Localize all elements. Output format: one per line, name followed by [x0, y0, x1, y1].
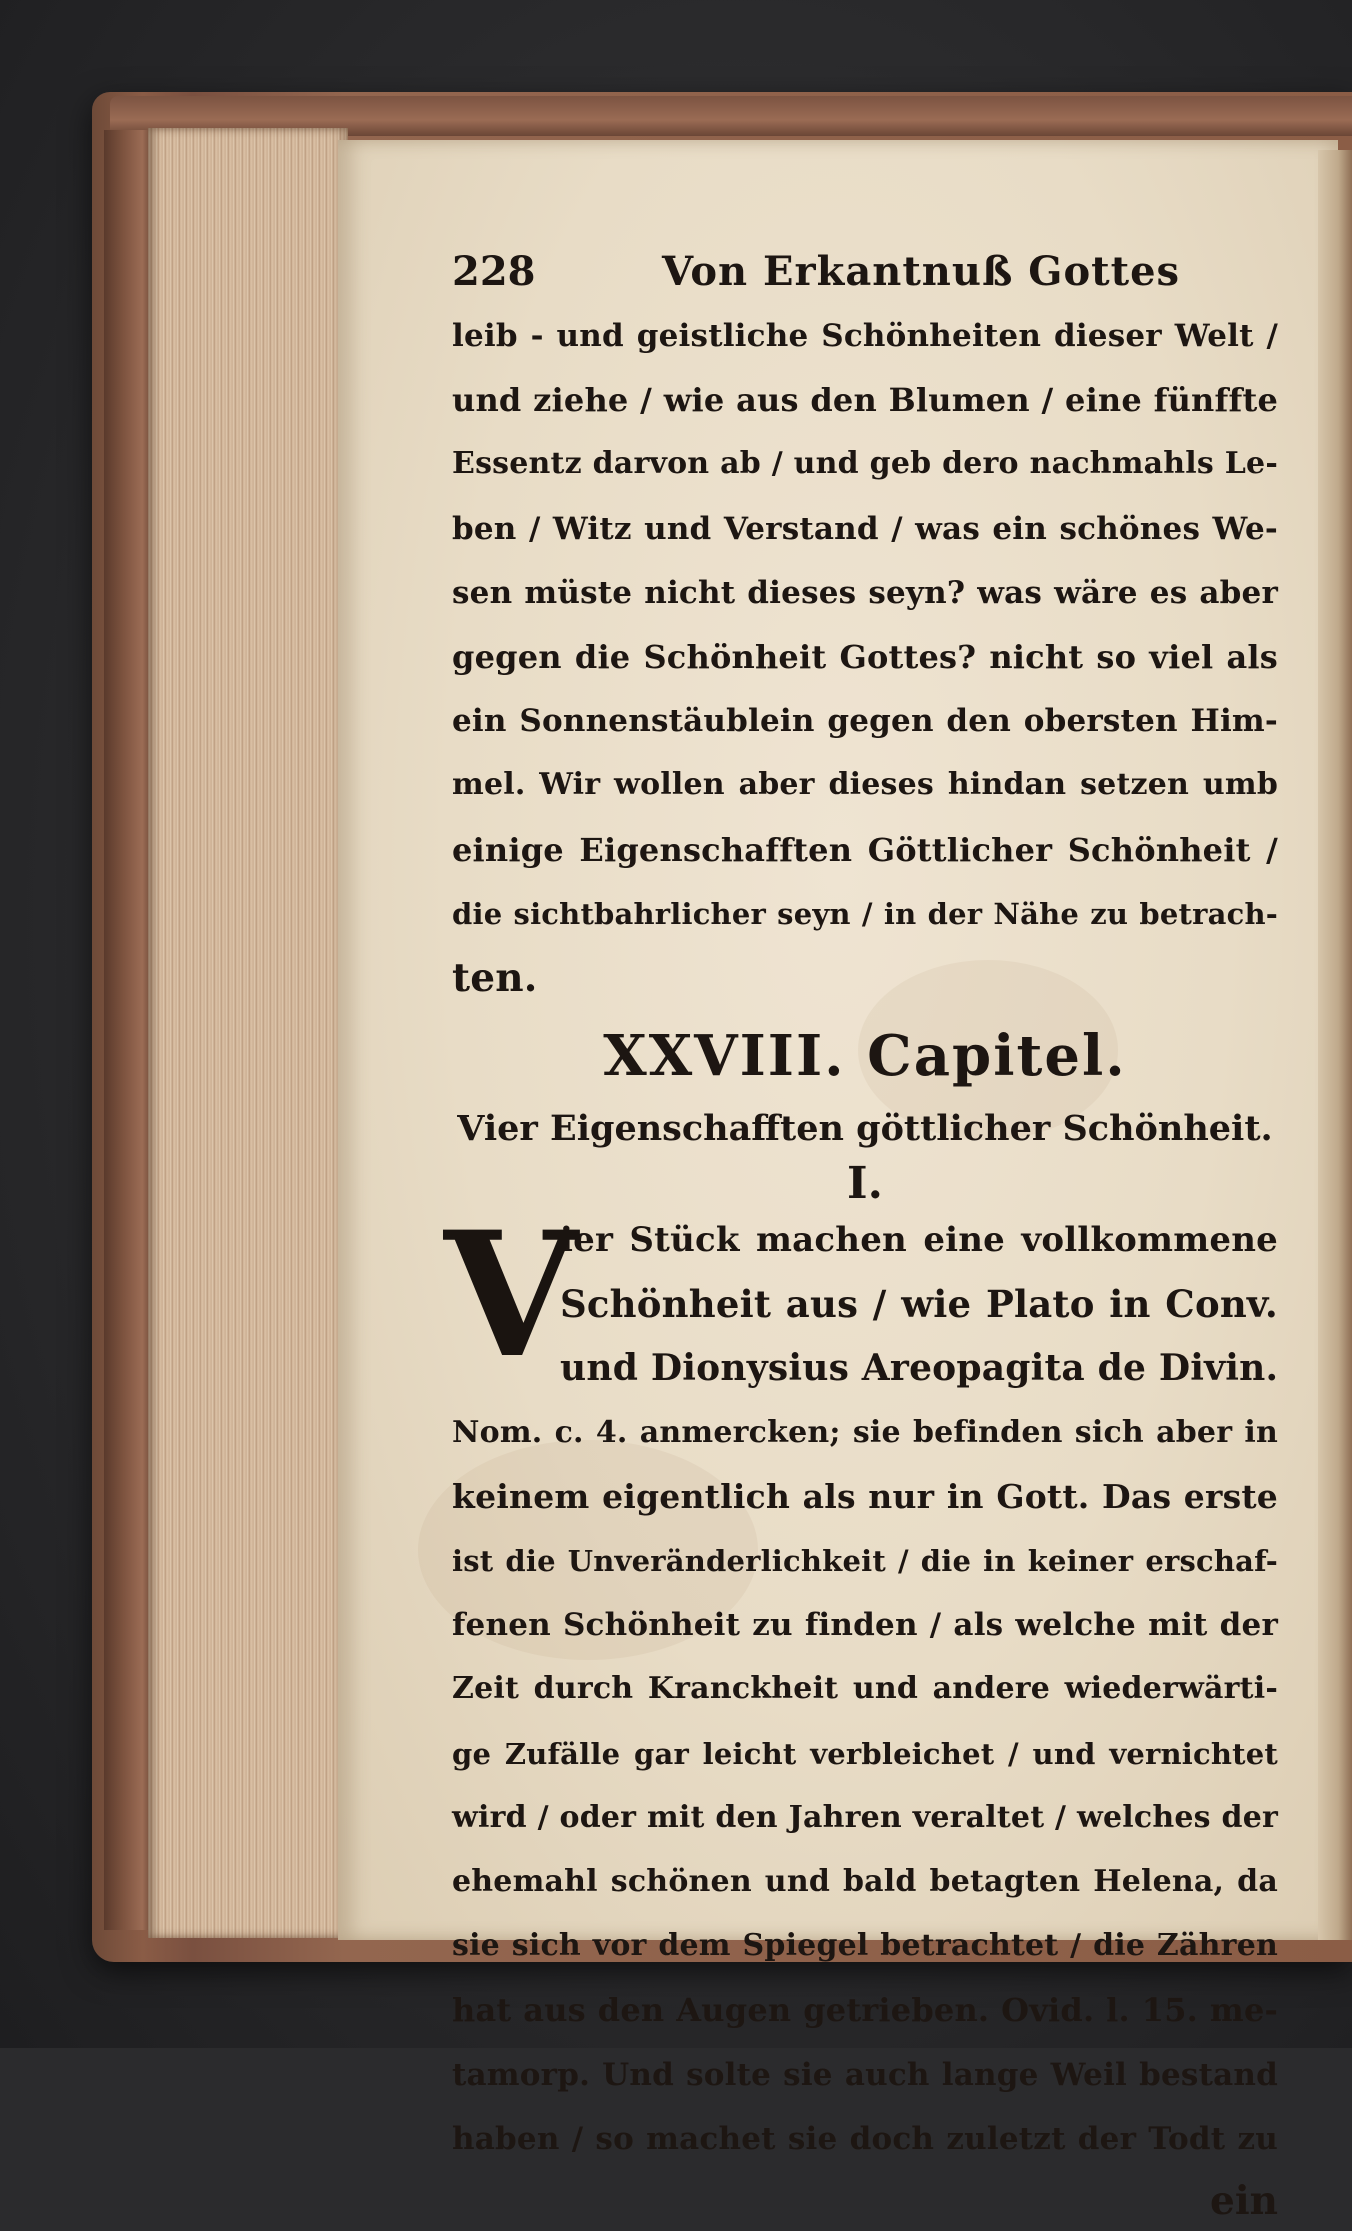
text-line: sie sich vor dem Spiegel betrachtet / die Zähren [452, 1928, 1278, 1964]
text-line: Schönheit aus / wie Plato in Conv. [560, 1282, 1278, 1327]
text-line: ier Stück machen eine vollkommene [560, 1220, 1278, 1261]
text-line: die sichtbahrlicher seyn / in der Nähe zu betrach- [452, 896, 1278, 931]
binding-spine-edge [104, 130, 152, 1930]
text-line: fenen Schönheit zu finden / als welche mit der [452, 1607, 1278, 1644]
text-line: einige Eigenschafften Göttlicher Schönheit / [452, 830, 1278, 869]
section-number: I. [847, 1158, 883, 1210]
chapter-title: XXVIII. Capitel. [603, 1023, 1127, 1090]
text-line: gegen die Schönheit Gottes? nicht so viel als [452, 637, 1278, 676]
text-line: keinem eigentlich als nur in Gott. Das erste [452, 1476, 1278, 1516]
text-line: mel. Wir wollen aber dieses hindan setzen umb [452, 767, 1278, 803]
page-header [452, 248, 1278, 304]
chapter-subtitle: Vier Eigenschafften göttlicher Schönheit. [457, 1108, 1273, 1150]
text-line: ein Sonnenstäublein gegen den obersten Him- [452, 703, 1278, 740]
text-line: Zeit durch Kranckheit und andere wiederwärti- [452, 1671, 1278, 1707]
running-head: Von Erkantnuß Gottes [662, 248, 1181, 295]
page-number: 228 [452, 248, 536, 295]
text-block [444, 248, 1279, 2231]
text-line: haben / so machet sie doch zuletzt der Todt zu [452, 2120, 1278, 2157]
text-line: tamorp. Und solte sie auch lange Weil bestand [452, 2056, 1278, 2093]
paragraph [444, 1193, 1279, 2231]
text-line: leib - und geistliche Schönheiten dieser Welt / [452, 318, 1278, 354]
text-line: sen müste nicht dieses seyn? was wäre es aber [452, 574, 1278, 611]
text-line: und Dionysius Areopagita de Divin. [560, 1347, 1279, 1390]
text-line: wird / oder mit den Jahren veraltet / welches der [452, 1799, 1278, 1835]
text-line: hat aus den Augen getrieben. Ovid. l. 15. me- [452, 1991, 1278, 2030]
catchword: ein [1210, 2177, 1278, 2224]
stacked-page-edges [148, 128, 348, 1938]
intro-text [452, 304, 1278, 1010]
page-right-edge [1318, 150, 1352, 1940]
text-line: ist die Unveränderlichkeit / die in keiner erschaf- [452, 1544, 1278, 1578]
text-line: ge Zufälle gar leicht verbleichet / und vernichtet [452, 1736, 1278, 1771]
text-line: ben / Witz und Verstand / was ein schönes We- [452, 510, 1278, 547]
text-line: und ziehe / wie aus den Blumen / eine fünffte [452, 381, 1278, 420]
drop-cap: V [444, 1193, 578, 1397]
text-line: Nom. c. 4. anmercken; sie befinden sich aber in [452, 1414, 1278, 1450]
text-line: Essentz darvon ab / und geb dero nachmahls Le- [452, 446, 1278, 482]
text-line: ten. [452, 954, 538, 1001]
text-line: ehemahl schönen und bald betagten Helena, da [452, 1863, 1278, 1899]
